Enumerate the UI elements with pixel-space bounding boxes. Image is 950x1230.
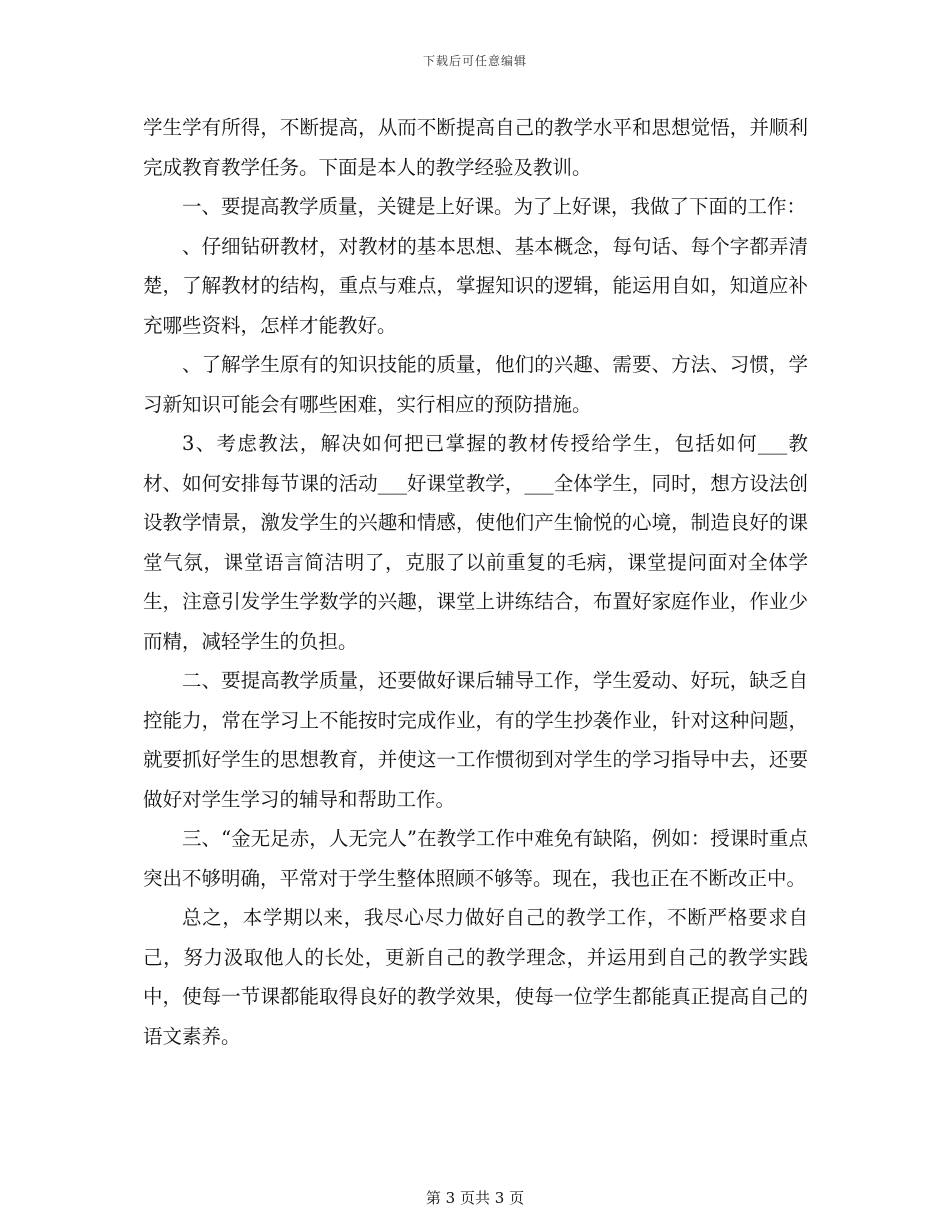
paragraph-item-study-materials: 、仔细钻研教材，对教材的基本思想、基本概念，每句话、每个字都弄清楚，了解教材的结构，重点与难点，掌握知识的逻辑，能运用自如，知道应补充哪些资料，怎样才能教好。: [143, 234, 808, 337]
paragraph-conclusion: 总之，本学期以来，我尽心尽力做好自己的教学工作，不断严格要求自己，努力汲取他人的长处，更新自己的教学理念，并运用到自己的教学实践中，使每一节课都能取得良好的教学效果，使每一位学生都能真正提高自己的语文素养。: [143, 906, 808, 1048]
paragraph-item-teaching-methods: 3、考虑教法，解决如何把已掌握的教材传授给学生，包括如何___教材、如何安排每节课的活动___好课堂教学，___全体学生，同时，想方设法创设教学情景，激发学生的兴趣和情感，使他们产生愉悦的心境，制造良好的课堂气氛，课堂语言简洁明了，克服了以前重复的毛病，课堂提问面对全体学生，注意引发学生学数学的兴趣，课堂上讲练结合，布置好家庭作业，作业少而精，减轻学生的负担。: [143, 432, 808, 653]
document-body: [143, 108, 808, 1056]
paragraph-section-1: 一、要提高教学质量，关键是上好课。为了上好课，我做了下面的工作：: [182, 195, 807, 218]
paragraph-item-know-students: 、了解学生原有的知识技能的质量，他们的兴趣、需要、方法、习惯，学习新知识可能会有哪些困难，实行相应的预防措施。: [143, 353, 808, 416]
page-footer: 第 3 页共 3 页: [425, 1189, 525, 1207]
paragraph-section-2: 二、要提高教学质量，还要做好课后辅导工作，学生爱动、好玩，缺乏自控能力，常在学习上不能按时完成作业，有的学生抄袭作业，针对这种问题，就要抓好学生的思想教育，并使这一工作惯彻到对学生的学习指导中去，还要做好对学生学习的辅导和帮助工作。: [143, 669, 808, 811]
paragraph-section-3: 三、“金无足赤，人无完人”在教学工作中难免有缺陷，例如：授课时重点突出不够明确，平常对于学生整体照顾不够等。现在，我也正在不断改正中。: [143, 827, 808, 890]
paragraph-intro: 学生学有所得，不断提高，从而不断提高自己的教学水平和思想觉悟，并顺利完成教育教学任务。下面是本人的教学经验及教训。: [143, 116, 808, 179]
page-header: 下载后可任意编辑: [422, 54, 527, 68]
